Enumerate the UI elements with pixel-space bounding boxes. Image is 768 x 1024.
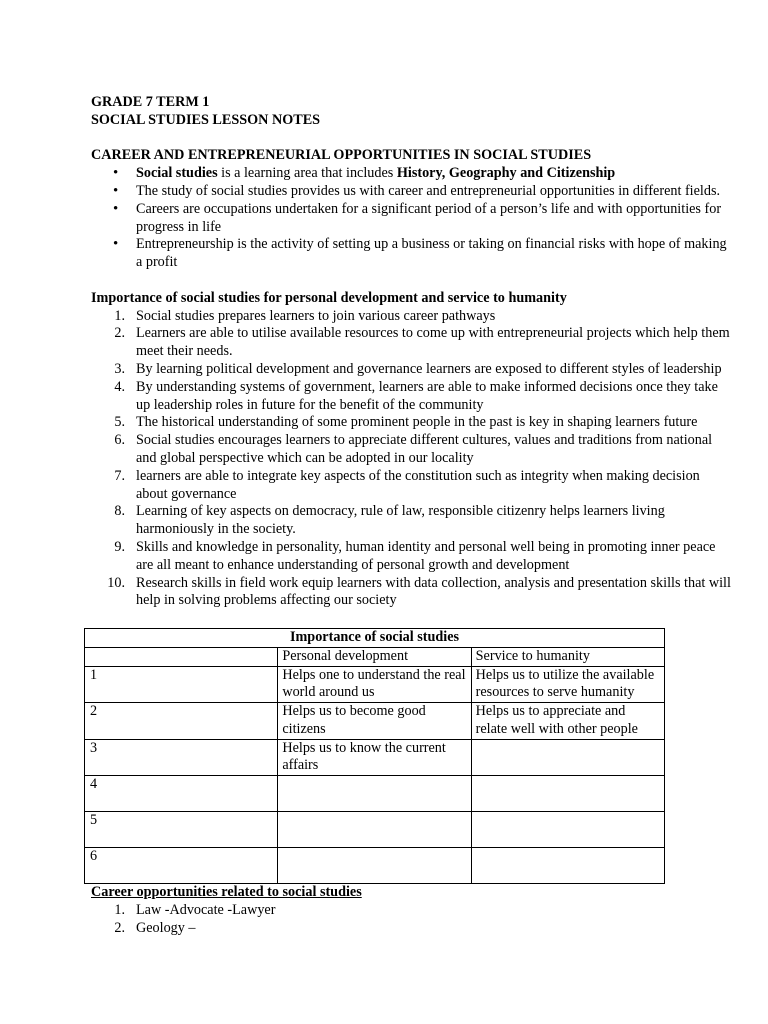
- list-item: 2. Geology –: [114, 919, 196, 936]
- table-cell: [471, 812, 664, 848]
- list-item: 2. Learners are able to utilise available resources to come up with entrepreneurial projects which help them meet their needs.: [114, 325, 730, 360]
- list-item: 5. The historical understanding of some prominent people in the past is key in shaping learners future: [114, 414, 698, 431]
- table-header-service: Service to humanity: [471, 647, 664, 666]
- table-row: [85, 666, 665, 703]
- table-cell-number: 2: [85, 703, 278, 740]
- list-item: 1. Law -Advocate -Lawyer: [114, 902, 276, 919]
- career-bullet-list: [91, 165, 731, 272]
- list-item: 1. Social studies prepares learners to join various career pathways: [114, 307, 496, 324]
- table-cell: [471, 776, 664, 812]
- table-row: [85, 739, 665, 776]
- bullet-bold-subjects: History, Geography and Citizenship: [396, 165, 616, 182]
- table-row: [85, 776, 665, 812]
- table-title: Importance of social studies: [85, 628, 665, 647]
- list-item: 10. Research skills in field work equip learners with data collection, analysis and presentation skills that will help in solving problems affecting our society: [107, 574, 731, 609]
- table-cell: Helps us to appreciate and relate well with other people: [471, 703, 664, 740]
- table-cell: [278, 848, 471, 884]
- table-cell-number: 6: [85, 848, 278, 884]
- table-cell: [278, 776, 471, 812]
- document-body: [91, 94, 731, 938]
- list-item: 9. Skills and knowledge in personality, human identity and personal well being in promoting inner peace are all meant to enhance understanding of personal growth and development: [114, 538, 716, 573]
- career-section-title: CAREER AND ENTREPRENEURIAL OPPORTUNITIES IN SOCIAL STUDIES: [91, 147, 592, 164]
- list-item: 6. Social studies encourages learners to appreciate different cultures, values and traditions from national and global perspective which can be adopted in our locality: [114, 432, 713, 466]
- list-item: 8. Learning of key aspects on democracy, rule of law, responsible citizenry helps learners living harmoniously in the society.: [114, 503, 665, 538]
- table-cell: Helps us to become good citizens: [278, 703, 471, 740]
- bullet-item: • Entrepreneurship is the activity of setting up a business or taking on financial risks with hope of making a profit: [91, 236, 731, 272]
- table-cell: [85, 647, 278, 666]
- table-cell-number: 5: [85, 812, 278, 848]
- table-row: [85, 703, 665, 740]
- career-opportunities-title: Career opportunities related to social studies: [91, 884, 362, 901]
- table-cell: Helps us to know the current affairs: [278, 739, 471, 776]
- lesson-notes-heading: SOCIAL STUDIES LESSON NOTES: [91, 111, 321, 128]
- table-cell-number: 3: [85, 739, 278, 776]
- bullet-item: • Careers are occupations undertaken for a significant period of a person’s life and with opportunities for progress in life: [91, 201, 731, 237]
- list-item: 4. By understanding systems of government, learners are able to make informed decisions once they take up leadership roles in future for the benefit of the community: [114, 378, 718, 413]
- table-cell-number: 4: [85, 776, 278, 812]
- table-cell: Helps one to understand the real world around us: [278, 666, 471, 703]
- list-item: 3. By learning political development and governance learners are exposed to different styles of leadership: [114, 360, 722, 377]
- table-row: [85, 812, 665, 848]
- importance-section-title: Importance of social studies for personal development and service to humanity: [91, 289, 567, 306]
- bullet-text: is a learning area that includes: [217, 165, 397, 182]
- table-cell: Helps us to utilize the available resources to serve humanity: [471, 666, 664, 703]
- table-cell-number: 1: [85, 666, 278, 703]
- bullet-item: • The study of social studies provides us with career and entrepreneurial opportunities in different fields.: [91, 183, 731, 201]
- bullet-item: [91, 165, 731, 183]
- table-cell: [471, 848, 664, 884]
- list-item: 7. learners are able to integrate key aspects of the constitution such as integrity when making decision about governance: [114, 467, 700, 502]
- importance-list: [91, 308, 731, 611]
- importance-table: [84, 628, 665, 884]
- table-cell: [278, 812, 471, 848]
- grade-term-heading: GRADE 7 TERM 1: [91, 94, 210, 110]
- table-header-personal: Personal development: [278, 647, 471, 666]
- career-opportunities-list: [91, 902, 731, 938]
- table-row: [85, 848, 665, 884]
- bullet-bold-term: Social studies: [136, 165, 218, 182]
- table-cell: [471, 739, 664, 776]
